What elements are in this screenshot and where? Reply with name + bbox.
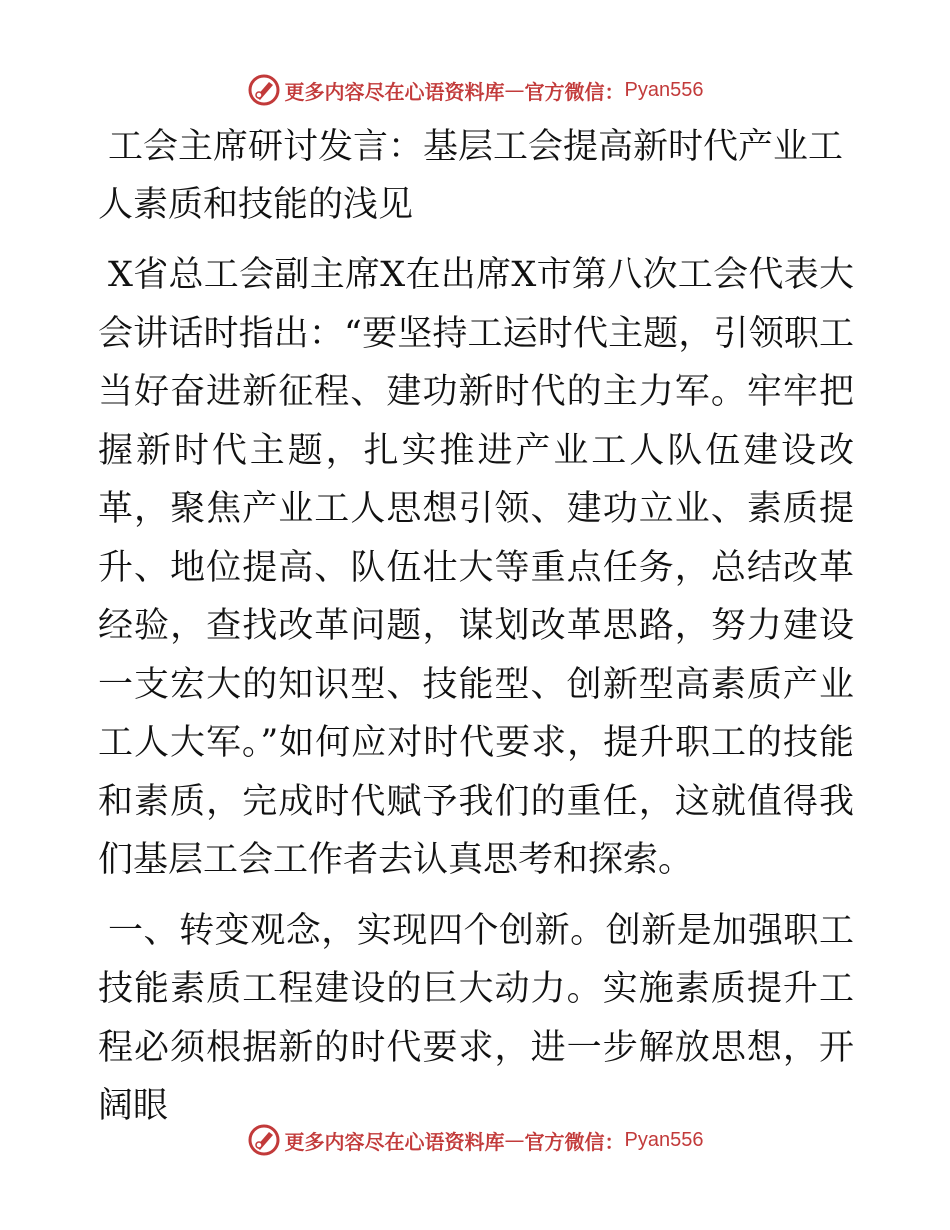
pen-circle-logo-icon [247, 73, 281, 107]
pen-circle-logo-icon [247, 1123, 281, 1157]
watermark-label: 官方微信： [524, 1129, 625, 1154]
watermark-label: 官方微信： [524, 79, 625, 104]
watermark-text: 更多内容尽在心语资料库 [284, 1129, 505, 1154]
watermark-dash: — [504, 1128, 525, 1152]
paragraph: 一、转变观念，实现四个创新。创新是加强职工技能素质工程建设的巨大动力。实施素质提升工程必须根据新的时代要求，进一步解放思想，开阔眼 [98, 910, 854, 1126]
watermark-wechat-id: Pyan556 [624, 78, 704, 101]
watermark-wechat-id: Pyan556 [624, 1128, 704, 1151]
paragraph: X省总工会副主席X在出席X市第八次工会代表大会讲话时指出：“要坚持工运时代主题，引领职工当好奋进新征程、建功新时代的主力军。牢牢把握新时代主题，扎实推进产业工人队伍建设改革，聚焦产业工人思想引领、建功立业、素质提升、地位提高、队伍壮大等重点任务，总结改革经验，查找改革问题，谋划改革思路，努力建设一支宏大的知识型、技能型、创新型高素质产业工人大军。”如何应对时代要求，提升职工的技能和素质，完成时代赋予我们的重任，这就值得我们基层工会工作者去认真思考和探索。 [98, 255, 854, 880]
watermark-dash: — [504, 78, 525, 102]
document-title: 工会主席研讨发言：基层工会提高新时代产业工人素质和技能的浅见 [98, 127, 844, 225]
watermark-text: 更多内容尽在心语资料库 [284, 79, 505, 104]
header-watermark [0, 70, 950, 110]
footer-watermark [0, 1120, 950, 1160]
document-body [98, 118, 854, 1148]
